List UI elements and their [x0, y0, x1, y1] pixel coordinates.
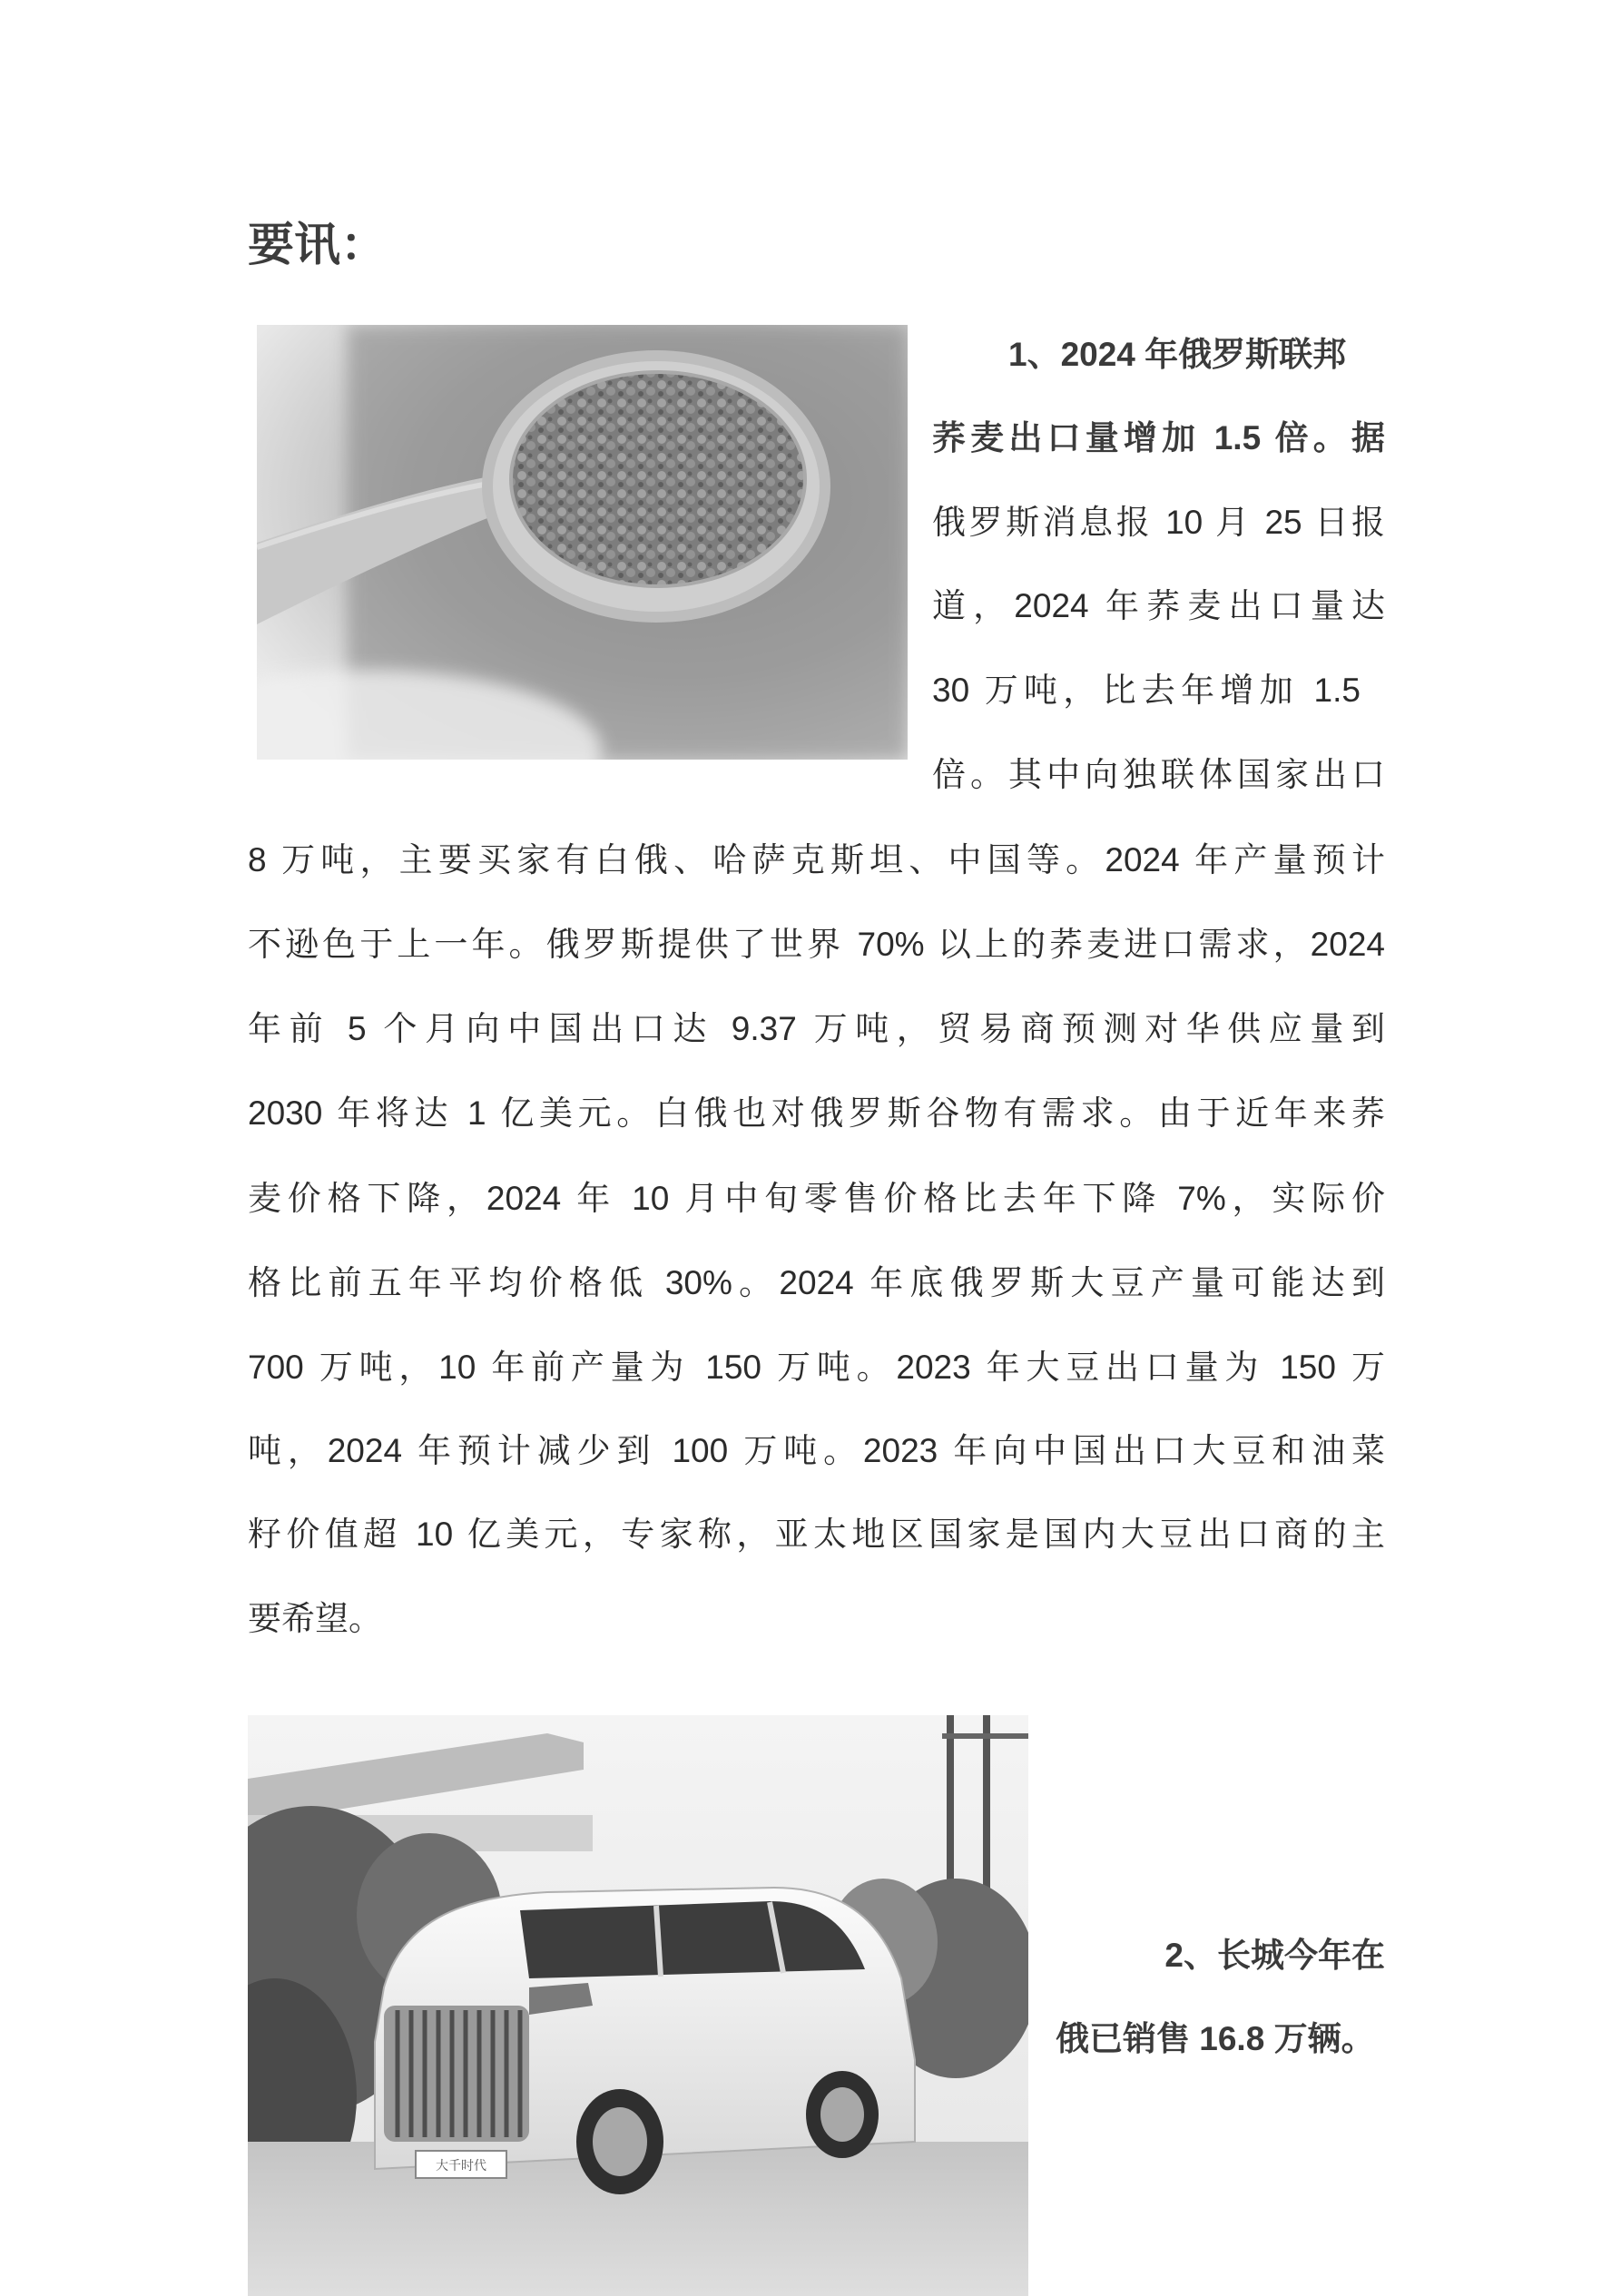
- buckwheat-spoon-icon: [257, 325, 908, 760]
- svg-text:大千时代: 大千时代: [436, 2159, 486, 2173]
- article1-line-15: 籽价值超 10 亿美元，专家称，亚太地区国家是国内大豆出口商的主: [248, 1516, 1385, 1553]
- article1-line-11: 麦价格下降，2024 年 10 月中旬零售价格比去年下降 7%，实际价: [248, 1180, 1385, 1217]
- article1-line-5: 30 万吨，比去年增加 1.5: [932, 672, 1361, 709]
- article1-line-3: 俄罗斯消息报 10 月 25 日报: [932, 504, 1385, 541]
- article1-line-10: 2030 年将达 1 亿美元。白俄也对俄罗斯谷物有需求。由于近年来荞: [248, 1094, 1385, 1132]
- article1-line-14: 吨，2024 年预计减少到 100 万吨。2023 年向中国出口大豆和油菜: [248, 1432, 1385, 1469]
- article1-line-4: 道，2024 年荞麦出口量达: [932, 587, 1385, 624]
- page-heading: 要讯：: [248, 219, 388, 270]
- minivan-photo: [248, 1715, 1028, 2296]
- article1-line-9: 年前 5 个月向中国出口达 9.37 万吨，贸易商预测对华供应量到: [248, 1010, 1385, 1047]
- article1-line-13: 700 万吨，10 年前产量为 150 万吨。2023 年大豆出口量为 150 万: [248, 1349, 1385, 1386]
- minivan-icon: [248, 1715, 1028, 2296]
- article2-line-2: 俄已销售 16.8 万辆。: [1056, 2020, 1375, 2057]
- article1-line-7: 8 万吨，主要买家有白俄、哈萨克斯坦、中国等。2024 年产量预计: [248, 841, 1385, 878]
- article1-line-6: 倍。其中向独联体国家出口: [932, 756, 1385, 793]
- article1-line-16: 要希望。: [248, 1600, 382, 1637]
- buckwheat-spoon-photo: [257, 325, 908, 760]
- article1-line-2: 荞麦出口量增加 1.5 倍。据: [932, 419, 1385, 456]
- article1-line-12: 格比前五年平均价格低 30%。2024 年底俄罗斯大豆产量可能达到: [248, 1264, 1385, 1301]
- article1-line-8: 不逊色于上一年。俄罗斯提供了世界 70% 以上的荞麦进口需求，2024: [248, 926, 1385, 963]
- article1-line-1: 1、2024 年俄罗斯联邦: [1008, 336, 1347, 373]
- article2-line-1: 2、长城今年在: [1164, 1937, 1385, 1974]
